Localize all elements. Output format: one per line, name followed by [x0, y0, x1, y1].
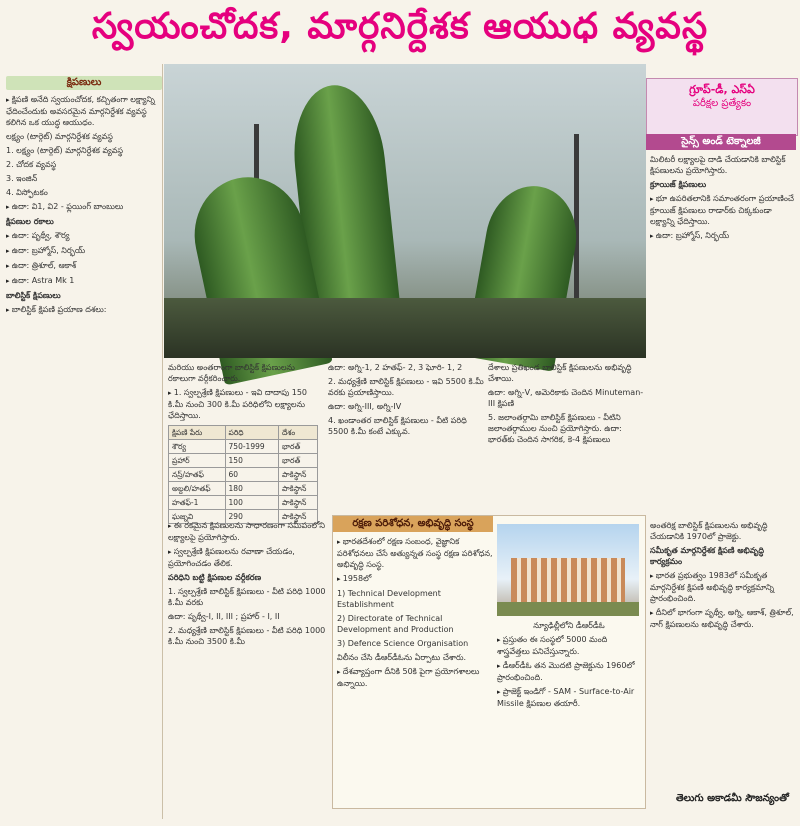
right-paragraph: ▸ భూ ఉపరితలానికి సమాంతరంగా ప్రయాణించే క్రూయిజ్ క్షిపణులు రాడార్‌కు చిక్కకుండా లక్ష్యాన్ని ఛేదిస్తాయి. — [650, 193, 796, 227]
left-paragraph: ▸ ఉదా: వి1, వి2 - ఫ్లయింగ్ బాంబులు — [6, 201, 162, 213]
drdo-paragraph: ▸ డీఆర్‌డీఓ తన మొదటి ప్రాజెక్టును 1960లో ప్రారంభించింది. — [497, 660, 641, 683]
middle-paragraph: 2. మధ్యశ్రేణి బాలిస్టిక్ క్షిపణులు - ఇవి 5500 కి.మీ వరకు ప్రయాణిస్తాయి. — [328, 377, 484, 397]
table-cell: భారత్ — [279, 454, 318, 468]
bottom-right-subhead: సమీకృత మార్గనిర్దేశక క్షిపణి అభివృద్ధి కార్యక్రమం — [650, 546, 764, 566]
drdo-paragraph: 2) Directorate of Technical Development and Production — [337, 614, 454, 634]
drdo-paragraph: విలీనం చేసి డీఆర్‌డీఓను ఏర్పాటు చేశారు. — [337, 653, 467, 662]
table-cell: 150 — [225, 454, 278, 468]
right-paragraph: మిలిటరీ లక్ష్యాలపై దాడి చేయడానికి బాలిస్టిక్ క్షిపణులను ప్రయోగిస్తారు. — [650, 155, 786, 175]
exam-box-title: గ్రూప్-డీ, ఎస్‌ఏ — [689, 83, 755, 96]
drdo-building-photo — [497, 524, 639, 616]
exam-special-box — [646, 78, 798, 136]
left-paragraph: ▸ బాలిస్టిక్ క్షిపణి ప్రయాణ దశలు: — [6, 304, 162, 316]
middle-column-1 — [168, 362, 324, 521]
table-cell: అబ్దలి/హతఫ్ — [169, 482, 226, 496]
credit-line: తెలుగు అకాడమీ సౌజన్యంతో — [676, 793, 789, 804]
table-header: దేశం — [279, 426, 318, 440]
middle-paragraph: ఉదా: అగ్ని-III, అగ్ని-IV — [328, 402, 402, 411]
drdo-paragraph: ▸ ప్రస్తుతం ఈ సంస్థలో 5000 మంది శాస్త్రవేత్తలు పనిచేస్తున్నారు. — [497, 634, 641, 657]
left-subhead: క్షిపణుల రకాలు — [6, 217, 54, 226]
bottom-right-paragraph: ▸ భారత ప్రభుత్వం 1983లో సమీకృత మార్గనిర్దేశక క్షిపణి అభివృద్ధి కార్యక్రమాన్ని ప్రారంభించింది. — [650, 570, 796, 604]
drdo-paragraph: ▸ ప్రాజెక్ట్ ఇండిగో - SAM - Surface-to-Air Missile క్షిపణుల తయారీ. — [497, 686, 641, 709]
table-cell: 60 — [225, 468, 278, 482]
table-cell: పాకిస్థాన్ — [279, 496, 318, 510]
table-row — [169, 496, 318, 510]
table-row — [169, 454, 318, 468]
left-paragraph: ▸ ఉదా: Astra Mk 1 — [6, 275, 162, 287]
drdo-paragraph: 1) Technical Development Establishment — [337, 589, 441, 609]
launcher-vehicle — [164, 298, 646, 358]
drdo-right-text — [497, 620, 641, 804]
drdo-paragraph: ▸ దేశవ్యాప్తంగా దీనికి 50కి పైగా ప్రయోగశాలలు ఉన్నాయి. — [337, 666, 493, 689]
middle-paragraph: ▸ 1. స్వల్పశ్రేణి క్షిపణులు - ఇవి దాదాపు 150 కి.మీ నుంచి 300 కి.మీ పరిధిలోని లక్ష్యాలను ఛేదిస్తాయి. — [168, 387, 324, 421]
table-cell: శౌర్య — [169, 440, 226, 454]
middle-paragraph: దేశాలు ప్రతిఖండ బాలిస్టిక్ క్షిపణులను అభివృద్ధి చేశాయి. — [488, 363, 632, 383]
table-cell: భారత్ — [279, 440, 318, 454]
left-paragraph: 2. చోదక వ్యవస్థ — [6, 160, 57, 169]
bottom-right-paragraph: అంతరిక్ష బాలిస్టిక్ క్షిపణులను అభివృద్ధి చేయడానికి 1970లో ప్రాజెక్టు. — [650, 521, 768, 541]
middle-paragraph: 5. జలాంతర్గామి బాలిస్టిక్ క్షిపణులు - వీటిని జలాంతర్గాముల నుంచి ప్రయోగిస్తారు. ఉదా: భారత్‌కు చెందిన సాగరిక, కె-4 క్షిపణులు — [488, 413, 622, 444]
table-row — [169, 440, 318, 454]
left-paragraph: ▸ ఉదా: పృథ్వీ, శౌర్య — [6, 230, 162, 242]
table-cell: హతఫ్-1 — [169, 496, 226, 510]
left-subhead: బాలిస్టిక్ క్షిపణులు — [6, 291, 61, 300]
left-paragraph: ▸ ఉదా: బ్రహ్మోస్, నిర్భయ్ — [6, 245, 162, 257]
lower-paragraph: 2. మధ్యశ్రేణి బాలిస్టిక్ క్షిపణులు - వీటి పరిధి 1000 కి.మీ నుంచి 3500 కి.మీ — [168, 626, 326, 646]
table-cell: 100 — [225, 496, 278, 510]
middle-paragraph: ఉదా: అగ్ని-V, అమెరికాకు చెందిన Minuteman-III క్షిపణి — [488, 388, 644, 408]
table-cell: పాకిస్థాన్ — [279, 482, 318, 496]
column-divider — [162, 64, 163, 819]
science-technology-band: సైన్స్ అండ్ టెక్నాలజీ — [646, 134, 796, 150]
left-paragraph: 1. లక్ష్యం (టార్గెట్) మార్గనిర్దేశక వ్యవస్థ — [6, 146, 124, 155]
table-cell: ప్రహార్ — [169, 454, 226, 468]
table-header: పరిధి — [225, 426, 278, 440]
left-paragraph: ▸ ఉదా: త్రిశూల్, ఆకాశ్ — [6, 260, 162, 272]
table-cell: 290 — [225, 510, 278, 524]
lower-paragraph: ▸ ఈ రకమైన క్షిపణులను సాధారణంగా సమీపంలోని లక్ష్యాలపై ప్రయోగిస్తారు. — [168, 520, 328, 543]
drdo-left-text — [337, 536, 493, 804]
right-subhead: క్రూయిజ్ క్షిపణులు — [650, 180, 707, 189]
lower-paragraph: ▸ స్వల్పశ్రేణి క్షిపణులను రవాణా చేయడం, ప్రయోగించడం తేలిక. — [168, 546, 328, 569]
bottom-right-paragraph: ▸ దీనిలో భాగంగా పృథ్వీ, అగ్ని, ఆకాశ్, త్రిశూల్, నాగ్ క్షిపణులను అభివృద్ధి చేశారు. — [650, 607, 796, 630]
exam-box-subtitle: పరీక్షల ప్రత్యేకం — [692, 98, 752, 109]
lower-middle-column — [168, 520, 328, 818]
right-column — [650, 154, 796, 506]
left-paragraph: ▸ క్షిపణి అనేది స్వయంచోదక, కచ్చితంగా లక్ష్యాన్ని ఛేదించేందుకు అవసరమైన మార్గనిర్దేశక వ్యవస్థ కలిగిన ఒక యుద్ధ ఆయుధం. — [6, 94, 162, 128]
middle-paragraph: 4. ఖండాంతర బాలిస్టిక్ క్షిపణులు - వీటి పరిధి 5500 కి.మీ కంటే ఎక్కువ. — [328, 416, 467, 436]
table-row — [169, 468, 318, 482]
page-headline: స్వయంచోదక, మార్గనిర్దేశక ఆయుధ వ్యవస్థ — [91, 6, 709, 47]
drdo-paragraph: ▸ భారతదేశంలో రక్షణ సంబంధ, వైజ్ఞానిక పరిశోధనలు చేసే అత్యున్నత సంస్థ రక్షణ పరిశోధన, అభివృద్ధి సంస్థ. — [337, 536, 493, 570]
bottom-right-column — [650, 520, 796, 786]
drdo-title: రక్షణ పరిశోధన, అభివృద్ధి సంస్థ — [333, 516, 493, 532]
drdo-photo-caption: న్యూఢిల్లీలోని డీఆర్‌డీఓ — [533, 621, 605, 630]
table-cell: ఘజ్నవి — [169, 510, 226, 524]
table-cell: 750-1999 — [225, 440, 278, 454]
building-facade — [511, 558, 625, 602]
drdo-box — [332, 515, 646, 809]
middle-paragraph: మరియు అంతరాంగా బాలిస్టిక్ క్షిపణులను రకాలుగా వర్గీకరించారు. — [168, 363, 295, 383]
lower-paragraph: 1. స్వల్పశ్రేణి బాలిస్టిక్ క్షిపణులు - వీటి పరిధి 1000 కి.మీ వరకు — [168, 587, 326, 607]
middle-paragraph: ఉదా: అగ్ని-1, 2 హతఫ్- 2, 3 ఘోరి- 1, 2 — [328, 363, 463, 372]
table-cell: నస్ర్/హతఫ్ — [169, 468, 226, 482]
lower-subhead: పరిధిని బట్టి క్షిపణుల వర్గీకరణ — [168, 573, 262, 582]
left-column — [6, 74, 162, 818]
table-cell: 180 — [225, 482, 278, 496]
table-cell: పాకిస్థాన్ — [279, 510, 318, 524]
drdo-paragraph: 3) Defence Science Organisation — [337, 639, 469, 648]
drdo-paragraph: ▸ 1958లో — [337, 573, 493, 585]
right-paragraph: ▸ ఉదా: బ్రహ్మోస్, నిర్భయ్ — [650, 230, 796, 242]
table-header: క్షిపణి పేరు — [169, 426, 226, 440]
missile-range-table — [168, 425, 318, 524]
street-lamp — [574, 134, 579, 304]
left-paragraph: 3. ఇంజిన్ — [6, 174, 38, 183]
middle-column-3 — [488, 362, 644, 512]
lawn — [497, 602, 639, 616]
lower-paragraph: ఉదా: పృథ్వీ-I, II, III ; ప్రహార్ - I, II — [168, 612, 280, 621]
table-cell: పాకిస్థాన్ — [279, 468, 318, 482]
left-paragraph: లక్ష్యం (టార్గెట్) మార్గనిర్దేశక వ్యవస్థ — [6, 132, 113, 141]
missile-launcher-parade-photo — [164, 64, 646, 358]
section-head-missiles: క్షిపణులు — [6, 76, 162, 90]
left-paragraph: 4. విస్ఫోటకం — [6, 188, 48, 197]
middle-column-2 — [328, 362, 484, 512]
table-row — [169, 482, 318, 496]
